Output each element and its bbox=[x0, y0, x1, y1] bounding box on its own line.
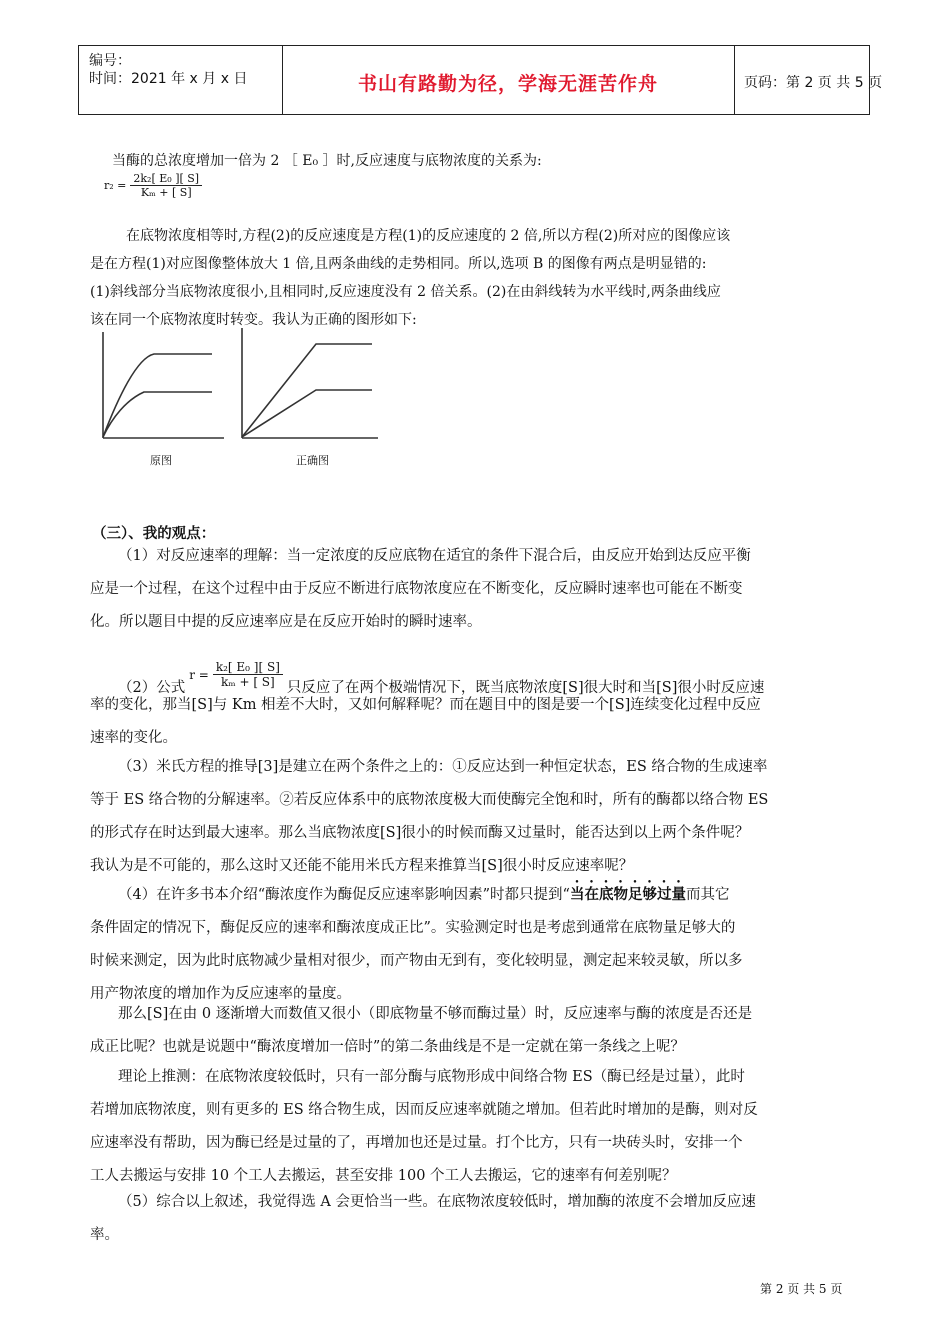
formula-fraction bbox=[213, 660, 283, 689]
paragraph-1 bbox=[90, 540, 900, 639]
paragraph-line: 速率的变化。 bbox=[90, 730, 177, 746]
paragraph-4 bbox=[90, 877, 900, 1011]
formula-denominator: kₘ + [ S] bbox=[221, 675, 275, 689]
correct-graph-caption: 正确图 bbox=[296, 454, 329, 467]
paragraph-line: （3）米氏方程的推导[3]是建立在两个条件之上的：①反应达到一种恒定状态，ES 络合物的生成速率 bbox=[118, 759, 768, 775]
original-graph bbox=[103, 332, 224, 438]
paragraph-line: 条件固定的情况下，酶促反应的速率和酶浓度成正比”。实验测定时也是考虑到通常在底物量足够大的 bbox=[90, 920, 736, 936]
analysis-line: 是在方程(1)对应图像整体放大 1 倍,且两条曲线的走势相同。所以,选项 B 的图像有两点是明显错的: bbox=[90, 256, 707, 272]
paragraph-line: 等于 ES 络合物的分解速率。②若反应体系中的底物浓度极大而使酶完全饱和时，所有的酶都以络合物 ES bbox=[90, 792, 769, 808]
paragraph-7 bbox=[90, 1186, 900, 1252]
intro-line: 当酶的总浓度增加一倍为 2 ［ E₀ ］时,反应速度与底物浓度的关系为: bbox=[112, 153, 542, 169]
header-right-cell bbox=[734, 46, 883, 114]
analysis-line: 该在同一个底物浓度时转变。我认为正确的图形如下: bbox=[90, 312, 417, 328]
motto: 书山有路勤为径，学海无涯苦作舟 bbox=[357, 73, 658, 95]
formula-suffix: 只反应了在两个极端情况下，既当底物浓度[S]很大时和当[S]很小时反应速 bbox=[286, 680, 765, 696]
analysis-line: (1)斜线部分当底物浓度很小,且相同时,反应速度没有 2 倍关系。(2)在由斜线转为水平线时,两条曲线应 bbox=[90, 284, 721, 300]
correct-graph bbox=[242, 328, 378, 438]
paragraph-line: 应是一个过程，在这个过程中由于反应不断进行底物浓度应在不断变化，反应瞬时速率也可能在不断变 bbox=[90, 581, 743, 597]
paragraph-line: 工人去搬运与安排 10 个工人去搬运，甚至安排 100 个工人去搬运，它的速率有何差别呢？ bbox=[90, 1168, 677, 1184]
paragraph-line: 那么[S]在由 0 逐渐增大而数值又很小（即底物量不够而酶过量）时，反应速率与酶的浓度是否还是 bbox=[118, 1006, 753, 1022]
number-label: 编号： bbox=[89, 53, 131, 69]
paragraph-line: 理论上推测：在底物浓度较低时，只有一部分酶与底物形成中间络合物 ES（酶已经是过量），此时 bbox=[118, 1069, 745, 1085]
page-label: 页码：第 2 页 共 5 页 bbox=[744, 75, 883, 91]
analysis-paragraph bbox=[90, 222, 890, 334]
formula-lhs: r = bbox=[189, 667, 209, 682]
equation-r2 bbox=[104, 172, 202, 199]
figures bbox=[96, 328, 396, 468]
paragraph-4-suffix: 而其它 bbox=[685, 887, 730, 903]
paragraph-line: 成正比呢？也就是说题中“酶浓度增加一倍时”的第二条曲线是不是一定就在第一条线之上呢？ bbox=[90, 1039, 685, 1055]
paragraph-5 bbox=[90, 998, 900, 1064]
header-left-cell bbox=[79, 46, 283, 114]
paragraph-line: 应速率没有帮助，因为酶已经是过量的了，再增加也还是过量。打个比方，只有一块砖头时，安排一个 bbox=[90, 1135, 743, 1151]
paragraph-line: 化。所以题目中提的反应速率应是在反应开始时的瞬时速率。 bbox=[90, 614, 482, 630]
paragraph-line: （1）对反应速率的理解：当一定浓度的反应底物在适宜的条件下混合后，由反应开始到达反应平衡 bbox=[118, 548, 751, 564]
paragraph-line: 用产物浓度的增加作为反应速率的量度。 bbox=[90, 986, 351, 1002]
original-graph-caption: 原图 bbox=[150, 454, 172, 467]
page-header bbox=[78, 45, 883, 115]
paragraph-line: 率的变化，那当[S]与 Km 相差不大时，又如何解释呢？而在题目中的图是要一个[S]连续变化过程中反应 bbox=[90, 697, 761, 713]
equation-numerator: 2k₂[ E₀ ][ S] bbox=[130, 172, 202, 186]
paragraph-line: 若增加底物浓度，则有更多的 ES 络合物生成，因而反应速率就随之增加。但若此时增加的是酶，则对反 bbox=[90, 1102, 758, 1118]
formula-r bbox=[189, 660, 283, 689]
equation-fraction bbox=[130, 172, 202, 199]
time-label: 时间：2021 年 x 月 x 日 bbox=[89, 71, 248, 87]
analysis-line: 在底物浓度相等时,方程(2)的反应速度是方程(1)的反应速度的 2 倍,所以方程(2)所对应的图像应该 bbox=[126, 228, 731, 244]
paragraph-line: 时候来测定，因为此时底物减少量相对很少，而产物由无到有，变化较明显，测定起来较灵敏，所以多 bbox=[90, 953, 743, 969]
emphasized-phrase: 当在底物足够过量 bbox=[569, 886, 686, 903]
paragraph-3 bbox=[90, 751, 900, 883]
paragraph-line bbox=[90, 877, 900, 912]
paragraph-line: （5）综合以上叙述，我觉得选 A 会更恰当一些。在底物浓度较低时，增加酶的浓度不会增加反应速 bbox=[118, 1194, 756, 1210]
paragraph-line: 率。 bbox=[90, 1227, 119, 1243]
paragraph-4-prefix: （4）在许多书本介绍“酶浓度作为酶促反应速率影响因素”时都只提到“ bbox=[118, 887, 570, 903]
equation-lhs: r₂ = bbox=[104, 179, 127, 192]
equation-denominator: Kₘ + [ S] bbox=[140, 186, 192, 199]
formula-prefix: （2）公式 bbox=[118, 680, 186, 696]
paragraph-6 bbox=[90, 1061, 900, 1193]
paragraph-line: 我认为是不可能的，那么这时又还能不能用米氏方程来推算当[S]很小时反应速率呢？ bbox=[90, 858, 634, 874]
paragraph-line: 的形式存在时达到最大速率。那么当底物浓度[S]很小的时候而酶又过量时，能否达到以上两个条件呢？ bbox=[90, 825, 750, 841]
section-title: （三）、我的观点： bbox=[92, 525, 216, 542]
header-middle-cell bbox=[282, 46, 735, 114]
formula-numerator: k₂[ E₀ ][ S] bbox=[213, 660, 283, 675]
page-footer: 第 2 页 共 5 页 bbox=[760, 1282, 843, 1296]
paragraph-2 bbox=[90, 689, 900, 755]
